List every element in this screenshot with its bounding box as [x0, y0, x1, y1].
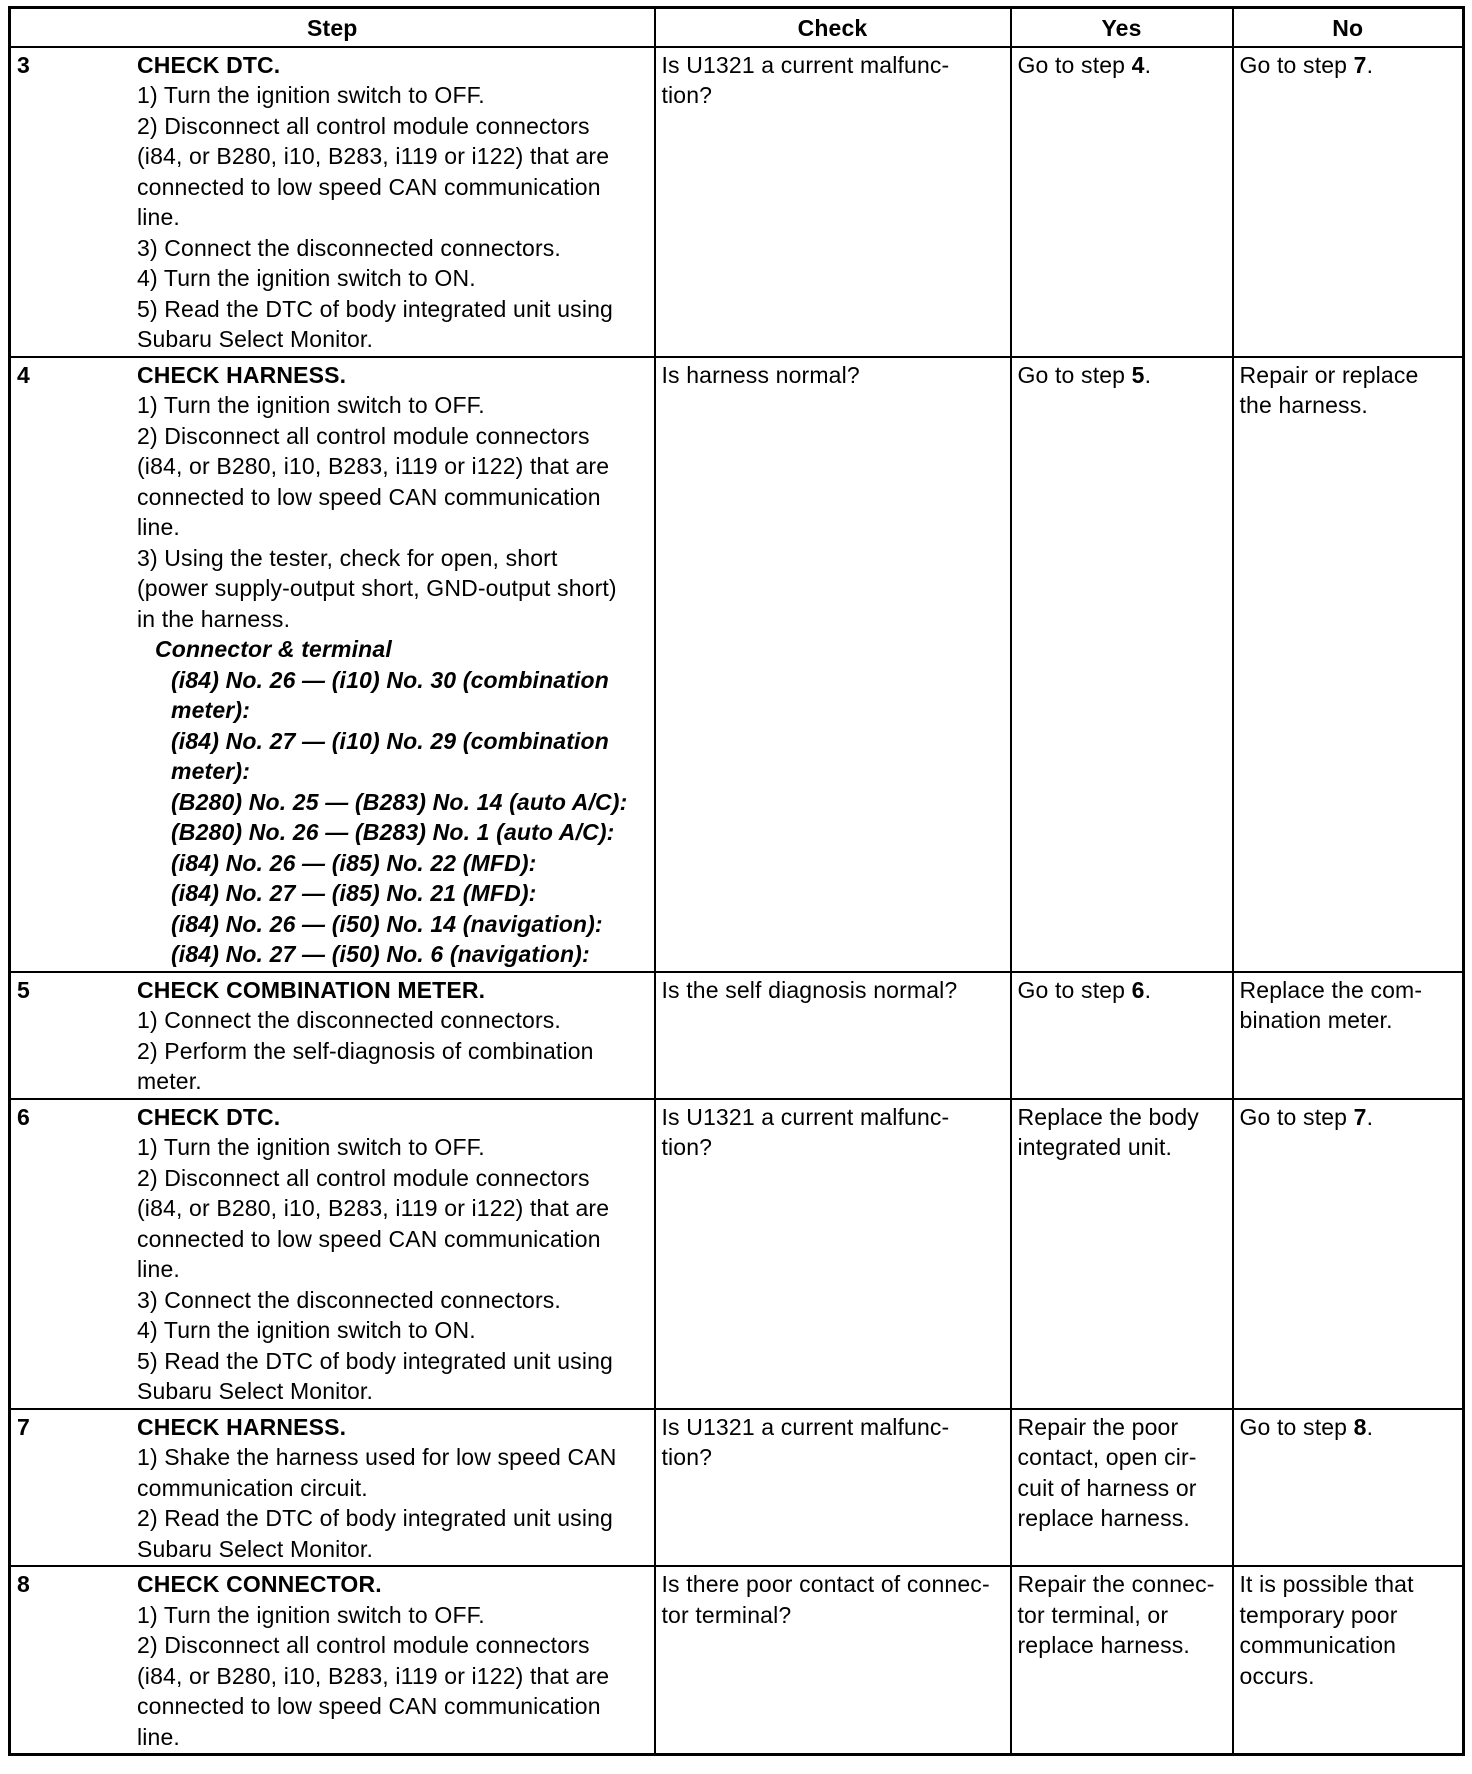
goto-text: Go to step [1239, 1413, 1354, 1440]
step-instruction: line. [137, 1256, 180, 1282]
check-line: Is there poor contact of connec- [661, 1571, 990, 1597]
goto-text: Go to step [1017, 976, 1132, 1003]
step-title: CHECK HARNESS. [137, 361, 347, 388]
yes-cell [1011, 972, 1233, 1099]
step-instruction: 1) Turn the ignition switch to OFF. [137, 1601, 485, 1628]
step-number: 4 [17, 361, 30, 388]
goto-end: . [1144, 51, 1152, 78]
yes-cell-line: tor terminal, or [1017, 1601, 1169, 1628]
no-cell-line: communication [1239, 1632, 1397, 1658]
step-title: CHECK DTC. [137, 1103, 281, 1130]
step-cell [10, 1566, 655, 1755]
yes-cell-goto [1018, 975, 1226, 1006]
step-title: CHECK CONNECTOR. [137, 1571, 382, 1597]
no-cell [1233, 1566, 1464, 1755]
connector-terminal-heading: Connector & terminal [155, 636, 392, 662]
yes-cell-line: Repair the poor [1017, 1413, 1179, 1440]
check-line: Is the self diagnosis normal? [661, 976, 958, 1003]
goto-step-number: 4 [1131, 51, 1145, 78]
step-grid [17, 50, 648, 355]
goto-step-number: 6 [1131, 976, 1145, 1003]
step-instruction: connected to low speed CAN communication [137, 173, 601, 200]
table-body [10, 47, 1464, 1755]
step-cell [10, 972, 655, 1099]
step-instruction: 1) Turn the ignition switch to OFF. [137, 1134, 485, 1160]
connector-terminal-spec: (i84) No. 26 — (i50) No. 14 (navigation): [171, 910, 603, 937]
step-instruction: in the harness. [137, 605, 291, 632]
no-cell [1233, 972, 1464, 1099]
step-instruction: Subaru Select Monitor. [137, 1535, 373, 1562]
yes-cell-goto [1018, 50, 1226, 81]
connector-terminal-spec: (B280) No. 26 — (B283) No. 1 (auto A/C): [171, 819, 615, 845]
no-cell-line: It is possible that [1239, 1571, 1414, 1597]
step-cell [10, 1409, 655, 1567]
check-line: Is harness normal? [661, 361, 860, 388]
goto-end: . [1366, 51, 1374, 78]
step-instruction: 2) Disconnect all control module connectors [137, 1632, 590, 1658]
goto-end: . [1366, 1413, 1374, 1440]
step-instruction: (i84, or B280, i10, B283, i119 or i122) that are [137, 1662, 610, 1689]
step-grid [17, 360, 648, 970]
no-cell [1233, 1409, 1464, 1567]
no-cell-goto [1240, 1412, 1457, 1443]
table-row [10, 47, 1464, 357]
header-check: Check [655, 8, 1011, 47]
step-number: 3 [17, 51, 30, 78]
step-instruction: 3) Using the tester, check for open, short [137, 544, 558, 571]
step-instruction: 3) Connect the disconnected connectors. [137, 1286, 561, 1313]
check-line: tion? [661, 82, 713, 108]
yes-cell [1011, 357, 1233, 972]
connector-terminal-spec: (B280) No. 25 — (B283) No. 14 (auto A/C): [171, 788, 628, 815]
diagnostic-table [8, 6, 1465, 1756]
step-number: 8 [17, 1571, 30, 1597]
goto-end: . [1144, 976, 1152, 1003]
no-cell-line: bination meter. [1239, 1007, 1393, 1033]
header-no: No [1233, 8, 1464, 47]
goto-text: Go to step [1017, 51, 1132, 78]
table-row [10, 1566, 1464, 1755]
no-cell-line: occurs. [1239, 1662, 1315, 1689]
step-instruction: (power supply-output short, GND-output short) [137, 575, 617, 601]
yes-cell [1011, 1409, 1233, 1567]
step-body [137, 1569, 648, 1752]
yes-cell-line: replace harness. [1017, 1632, 1190, 1658]
step-instruction: (i84, or B280, i10, B283, i119 or i122) that are [137, 143, 610, 169]
step-body [137, 975, 648, 1097]
table-row [10, 357, 1464, 972]
yes-cell [1011, 1099, 1233, 1409]
step-number: 6 [17, 1103, 30, 1130]
step-cell [10, 47, 655, 357]
step-instruction: 2) Disconnect all control module connectors [137, 112, 590, 139]
yes-cell-line: cuit of harness or [1017, 1474, 1197, 1501]
step-instruction: communication circuit. [137, 1474, 368, 1501]
yes-cell [1011, 1566, 1233, 1755]
step-instruction: 4) Turn the ignition switch to ON. [137, 265, 476, 291]
step-instruction: line. [137, 1723, 180, 1750]
step-instruction: 2) Perform the self-diagnosis of combination [137, 1037, 594, 1064]
check-line: Is U1321 a current malfunc- [661, 1413, 950, 1440]
no-cell-goto [1240, 50, 1457, 81]
yes-cell-line: Repair the connec- [1017, 1571, 1215, 1597]
step-instruction: 2) Read the DTC of body integrated unit using [137, 1505, 613, 1531]
step-title: CHECK DTC. [137, 51, 281, 78]
diagnostic-procedure-page [8, 6, 1462, 1756]
header-step: Step [10, 8, 655, 47]
connector-terminal-spec: (i84) No. 27 — (i85) No. 21 (MFD): [171, 880, 537, 906]
step-instruction: 2) Disconnect all control module connectors [137, 422, 590, 449]
check-cell [655, 1099, 1011, 1409]
yes-cell [1011, 47, 1233, 357]
step-grid [17, 1102, 648, 1407]
check-line: tion? [661, 1134, 713, 1160]
step-number: 5 [17, 976, 30, 1003]
goto-step-number: 8 [1353, 1413, 1367, 1440]
check-line: Is U1321 a current malfunc- [661, 51, 950, 78]
no-cell-line: the harness. [1239, 392, 1368, 418]
table-row [10, 1099, 1464, 1409]
check-cell [655, 1566, 1011, 1755]
step-grid [17, 1569, 648, 1752]
table-row [10, 972, 1464, 1099]
yes-cell-line: contact, open cir- [1017, 1444, 1197, 1470]
step-title: CHECK COMBINATION METER. [137, 976, 486, 1003]
goto-step-number: 7 [1353, 51, 1367, 78]
step-instruction: 1) Turn the ignition switch to OFF. [137, 392, 485, 418]
step-instruction: Subaru Select Monitor. [137, 1378, 373, 1404]
goto-end: . [1144, 361, 1152, 388]
step-grid [17, 1412, 648, 1565]
yes-cell-goto [1018, 360, 1226, 391]
step-cell [10, 357, 655, 972]
goto-text: Go to step [1239, 1103, 1354, 1130]
step-instruction: (i84, or B280, i10, B283, i119 or i122) that are [137, 1195, 610, 1221]
check-cell [655, 357, 1011, 972]
step-instruction: (i84, or B280, i10, B283, i119 or i122) that are [137, 453, 610, 479]
step-instruction: 5) Read the DTC of body integrated unit using [137, 1347, 613, 1374]
step-body [137, 50, 648, 355]
goto-step-number: 7 [1353, 1103, 1367, 1130]
step-instruction: 3) Connect the disconnected connectors. [137, 234, 561, 261]
yes-cell-line: Replace the body [1017, 1103, 1199, 1130]
connector-terminal-spec: meter): [171, 697, 251, 723]
connector-terminal-spec: (i84) No. 27 — (i50) No. 6 (navigation): [171, 941, 590, 967]
step-number: 7 [17, 1413, 30, 1440]
check-line: tor terminal? [661, 1601, 792, 1628]
step-instruction: connected to low speed CAN communication [137, 1225, 601, 1252]
goto-step-number: 5 [1131, 361, 1145, 388]
no-cell [1233, 357, 1464, 972]
step-instruction: connected to low speed CAN communication [137, 483, 601, 510]
step-grid [17, 975, 648, 1097]
check-line: Is U1321 a current malfunc- [661, 1103, 950, 1130]
yes-cell-line: replace harness. [1017, 1505, 1190, 1531]
step-instruction: Subaru Select Monitor. [137, 326, 373, 352]
step-instruction: line. [137, 514, 180, 540]
step-title: CHECK HARNESS. [137, 1413, 347, 1440]
connector-terminal-spec: (i84) No. 26 — (i85) No. 22 (MFD): [171, 849, 537, 876]
goto-end: . [1366, 1103, 1374, 1130]
no-cell-line: Repair or replace [1239, 361, 1419, 388]
goto-text: Go to step [1239, 51, 1354, 78]
step-instruction: line. [137, 204, 180, 230]
table-row [10, 1409, 1464, 1567]
step-instruction: connected to low speed CAN communication [137, 1693, 601, 1719]
step-instruction: 1) Shake the harness used for low speed CAN [137, 1444, 617, 1470]
goto-text: Go to step [1017, 361, 1132, 388]
connector-terminal-spec: (i84) No. 27 — (i10) No. 29 (combination [171, 727, 609, 754]
no-cell [1233, 1099, 1464, 1409]
header-yes: Yes [1011, 8, 1233, 47]
yes-cell-line: integrated unit. [1017, 1134, 1173, 1160]
step-instruction: 4) Turn the ignition switch to ON. [137, 1317, 476, 1343]
no-cell-line: temporary poor [1239, 1601, 1398, 1628]
step-instruction: meter. [137, 1068, 202, 1094]
check-line: tion? [661, 1444, 713, 1470]
no-cell-goto [1240, 1102, 1457, 1133]
check-cell [655, 1409, 1011, 1567]
no-cell-line: Replace the com- [1239, 976, 1423, 1003]
connector-terminal-spec: (i84) No. 26 — (i10) No. 30 (combination [171, 666, 609, 693]
step-cell [10, 1099, 655, 1409]
step-body [137, 1412, 648, 1565]
connector-terminal-spec: meter): [171, 758, 251, 784]
check-cell [655, 47, 1011, 357]
step-body [137, 360, 648, 970]
check-cell [655, 972, 1011, 1099]
step-instruction: 5) Read the DTC of body integrated unit using [137, 295, 613, 322]
step-instruction: 1) Connect the disconnected connectors. [137, 1007, 561, 1033]
step-instruction: 2) Disconnect all control module connectors [137, 1164, 590, 1191]
no-cell [1233, 47, 1464, 357]
step-body [137, 1102, 648, 1407]
step-instruction: 1) Turn the ignition switch to OFF. [137, 82, 485, 108]
table-header-row [10, 8, 1464, 47]
